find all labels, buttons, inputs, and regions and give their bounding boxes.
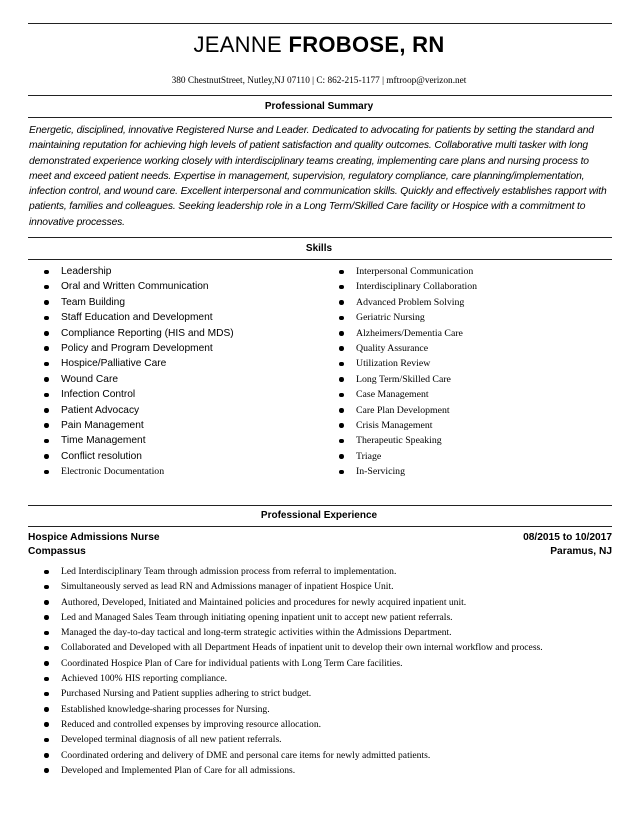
- skill-item: Team Building: [44, 295, 234, 310]
- job-title: Hospice Admissions Nurse: [28, 532, 160, 543]
- skill-item: Crisis Management: [339, 418, 477, 433]
- duty-item: Authored, Developed, Initiated and Maintained policies and procedures for newly acquired inpatient unit.: [44, 595, 604, 610]
- skill-item: Care Plan Development: [339, 403, 477, 418]
- skill-item: Leadership: [44, 264, 234, 279]
- duty-item: Achieved 100% HIS reporting compliance.: [44, 671, 604, 686]
- skill-item: Utilization Review: [339, 356, 477, 371]
- section-heading-skills: Skills: [305, 243, 333, 254]
- section-heading-summary: Professional Summary: [264, 101, 374, 112]
- candidate-name: [0, 32, 638, 58]
- skill-item: Electronic Documentation: [44, 464, 234, 479]
- divider: [28, 117, 612, 118]
- duty-item: Coordinated ordering and delivery of DME and personal care items for newly admitted patients.: [44, 748, 604, 763]
- summary-text: Energetic, disciplined, innovative Registered Nurse and Leader. Dedicated to advocating for patients by setting the standard and maintaining reputation for achieving high levels of patient satisfaction and quality outcomes. Collaborative multi tasker with long demonstrated experience working closely with interdisciplinary teams creating, implementing care plans and nursing process to meet and exceed patient needs. Expertise in management, supervision, regulatory compliance, care planning/implementation, infection control, and wound care. Excellent interpersonal and communication skills. Quickly and effectively establishes rapport with patients, families and colleagues. Seeking leadership role in a Long Term/Skilled Care facility or Hospice with a commitment to innovative processes.: [29, 125, 607, 228]
- divider: [28, 505, 612, 506]
- skill-item: Compliance Reporting (HIS and MDS): [44, 326, 234, 341]
- skill-item: Alzheimers/Dementia Care: [339, 326, 477, 341]
- skill-item: Pain Management: [44, 418, 234, 433]
- skill-item: Patient Advocacy: [44, 403, 234, 418]
- duty-item: Managed the day-to-day tactical and long-term strategic activities within the Admissions Department.: [44, 625, 604, 640]
- skill-item: Hospice/Palliative Care: [44, 356, 234, 371]
- duty-item: Developed and Implemented Plan of Care for all admissions.: [44, 763, 604, 778]
- skills-list-right: [339, 264, 477, 479]
- duty-item: Established knowledge-sharing processes for Nursing.: [44, 702, 604, 717]
- skill-item: Therapeutic Speaking: [339, 433, 477, 448]
- skill-item: Triage: [339, 449, 477, 464]
- section-heading-experience: Professional Experience: [260, 510, 378, 521]
- duty-item: Reduced and controlled expenses by improving resource allocation.: [44, 717, 604, 732]
- divider: [28, 259, 612, 260]
- duty-item: Purchased Nursing and Patient supplies adhering to strict budget.: [44, 686, 604, 701]
- skill-item: Wound Care: [44, 372, 234, 387]
- first-name: JEANNE: [193, 32, 283, 57]
- divider: [28, 526, 612, 527]
- skill-item: Policy and Program Development: [44, 341, 234, 356]
- skill-item: Staff Education and Development: [44, 310, 234, 325]
- job-location: Paramus, NJ: [550, 546, 612, 557]
- skill-item: Interdisciplinary Collaboration: [339, 279, 477, 294]
- skill-item: Long Term/Skilled Care: [339, 372, 477, 387]
- divider: [28, 23, 612, 24]
- skill-item: Conflict resolution: [44, 449, 234, 464]
- duty-item: Led and Managed Sales Team through initiating opening inpatient unit to accept new patient referrals.: [44, 610, 604, 625]
- skill-item: Advanced Problem Solving: [339, 295, 477, 310]
- skill-item: Case Management: [339, 387, 477, 402]
- duty-item: Collaborated and Developed with all Department Heads of inpatient unit to develop their own internal workflow and process.: [44, 640, 604, 655]
- contact-info: 380 ChestnutStreet, Nutley,NJ 07110 | C: 862-215-1177 | mftroop@verizon.net: [171, 76, 467, 86]
- duty-item: Coordinated Hospice Plan of Care for individual patients with Long Term Care facilities.: [44, 656, 604, 671]
- job-company: Compassus: [28, 546, 86, 557]
- skill-item: Geriatric Nursing: [339, 310, 477, 325]
- divider: [28, 237, 612, 238]
- skill-item: Oral and Written Communication: [44, 279, 234, 294]
- skill-item: Time Management: [44, 433, 234, 448]
- job-dates: 08/2015 to 10/2017: [523, 532, 612, 543]
- skill-item: In-Servicing: [339, 464, 477, 479]
- skill-item: Infection Control: [44, 387, 234, 402]
- last-name: FROBOSE, RN: [288, 32, 445, 57]
- skill-item: Quality Assurance: [339, 341, 477, 356]
- skills-list-left: [44, 264, 234, 479]
- duty-item: Developed terminal diagnosis of all new patient referrals.: [44, 732, 604, 747]
- duty-item: Simultaneously served as lead RN and Admissions manager of inpatient Hospice Unit.: [44, 579, 604, 594]
- divider: [28, 95, 612, 96]
- job-duties-list: [44, 564, 604, 778]
- skill-item: Interpersonal Communication: [339, 264, 477, 279]
- duty-item: Led Interdisciplinary Team through admission process from referral to implementation.: [44, 564, 604, 579]
